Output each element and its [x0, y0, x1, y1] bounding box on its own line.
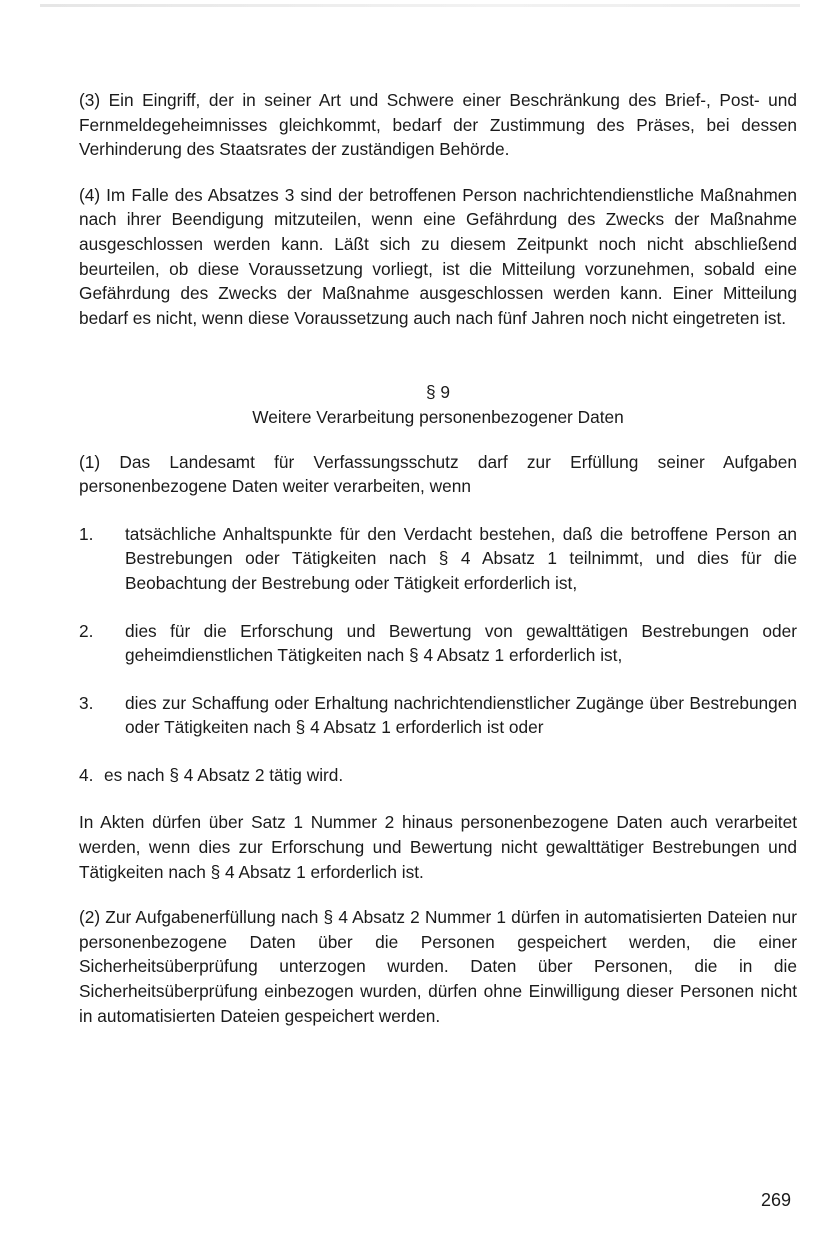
paragraph-4: (4) Im Falle des Absatzes 3 sind der betroffenen Person nachrichtendienstliche Maßnahmen nach ihrer Beendigung mitzuteilen, wenn eine Gefährdung des Zwecks der Maßnahme ausgeschlossen werden kann. Läßt sich zu diesem Zeitpunkt noch nicht abschließend beurteilen, ob diese Voraussetzung vorliegt, ist die Mitteilung vorzunehmen, sobald eine Gefährdung des Zwecks der Maßnahme ausgeschlossen werden kann. Einer Mitteilung bedarf es nicht, wenn diese Voraussetzung auch nach fünf Jahren noch nicht eingetreten ist.	[79, 184, 797, 328]
section-title: Weitere Verarbeitung personenbezogener Daten	[252, 406, 624, 427]
section-9-paragraph-1-intro: (1) Das Landesamt für Verfassungsschutz darf zur Erfüllung seiner Aufgaben personenbezogene Daten weiter verarbeiten, wenn	[79, 451, 797, 497]
list-item	[79, 763, 797, 788]
section-9-paragraph-2: (2) Zur Aufgabenerfüllung nach § 4 Absatz 2 Nummer 1 dürfen in automatisierten Dateien nur personenbezogene Daten über die Personen gespeichert werden, die einer Sicherheitsüberprüfung unterzogen wurden. Daten über Personen, die in die Sicherheitsüberprüfung einbezogen wurden, dürfen ohne Einwilligung dieser Personen nicht in automatisierten Dateien gespeichert werden.	[79, 907, 797, 1026]
list-item	[79, 619, 797, 668]
list-item-text: dies zur Schaffung oder Erhaltung nachrichtendienstlicher Zugänge über Bestrebungen oder Tätigkeiten nach § 4 Absatz 1 erforderlich ist oder	[125, 692, 797, 738]
document-body	[79, 88, 797, 1028]
list-item-number: 1.	[79, 523, 94, 544]
list-item-number: 4.	[79, 764, 94, 785]
list-item	[79, 691, 797, 740]
section-9-paragraph-1-continuation: In Akten dürfen über Satz 1 Nummer 2 hinaus personenbezogene Daten auch verarbeitet werden, wenn dies zur Erforschung und Bewertung nicht gewalttätiger Bestrebungen und Tätigkeiten nach § 4 Absatz 1 erforderlich ist.	[79, 812, 797, 882]
section-number: § 9	[425, 382, 451, 403]
list-item-text: tatsächliche Anhaltspunkte für den Verdacht bestehen, daß die betroffene Person an Bestrebungen oder Tätigkeiten nach § 4 Absatz 1 teilnimmt, und dies für die Beobachtung der Bestrebung oder Tätigkeit erforderlich ist,	[125, 523, 797, 593]
list-item-text: es nach § 4 Absatz 2 tätig wird.	[104, 764, 344, 785]
list-item	[79, 522, 797, 596]
page-number: 269	[761, 1190, 792, 1210]
list-item-number: 3.	[79, 692, 94, 713]
list-item-text: dies für die Erforschung und Bewertung von gewalttätigen Bestrebungen oder geheimdienstlichen Tätigkeiten nach § 4 Absatz 1 erforderlich ist,	[125, 620, 797, 666]
list-item-number: 2.	[79, 620, 94, 641]
scan-top-edge	[40, 4, 800, 7]
paragraph-3: (3) Ein Eingriff, der in seiner Art und Schwere einer Beschränkung des Brief-, Post- und Fernmeldegeheimnisses gleichkommt, bedarf der Zustimmung des Präses, bei dessen Verhinderung des Staatsrates der zuständigen Behörde.	[79, 90, 797, 160]
